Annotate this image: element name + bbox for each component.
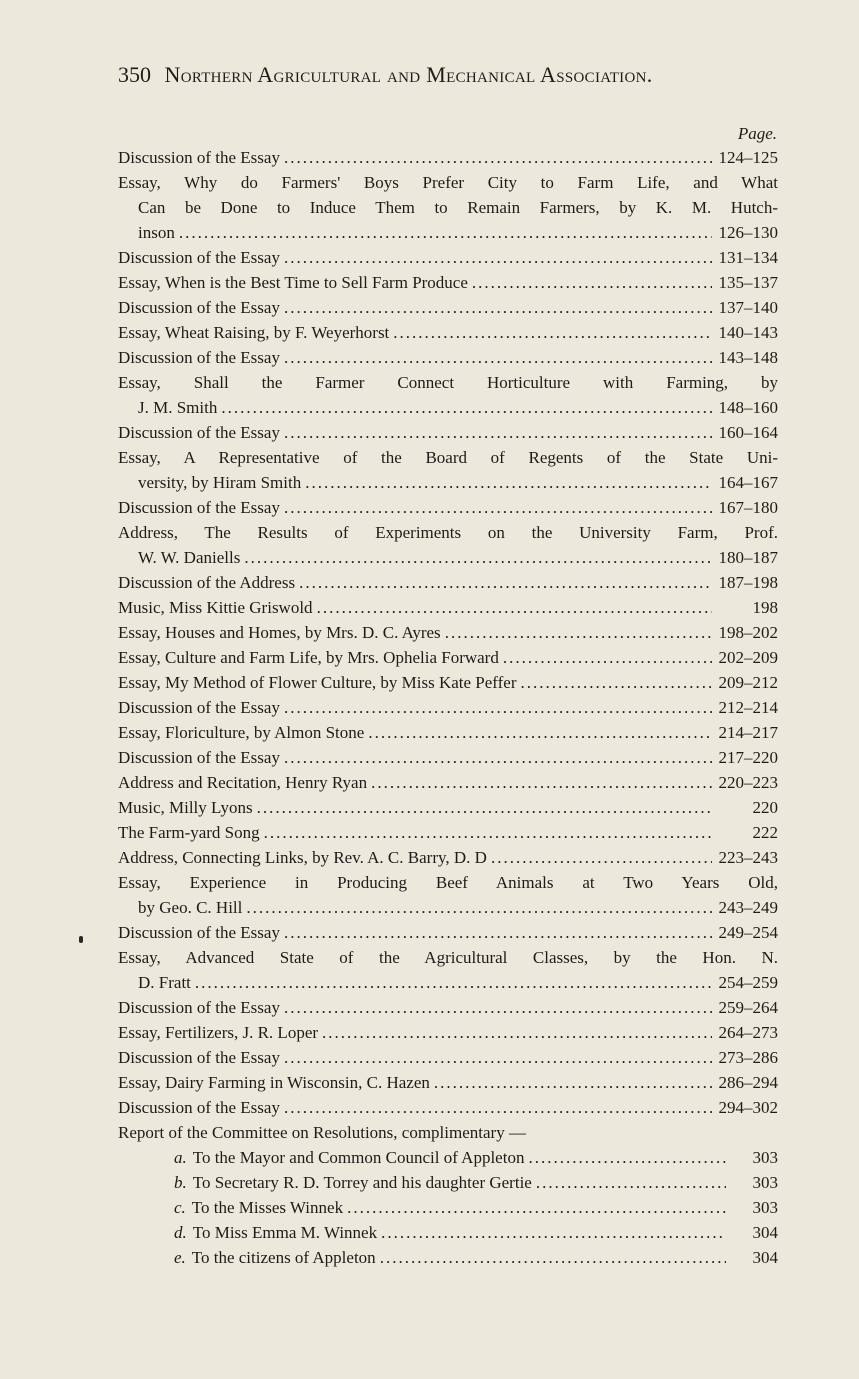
dot-leader bbox=[521, 670, 712, 695]
entry-title: Discussion of the Essay bbox=[118, 1098, 280, 1117]
item-page: 303 bbox=[752, 1173, 778, 1192]
dot-leader bbox=[284, 295, 712, 320]
dot-leader bbox=[179, 220, 712, 245]
toc-item bbox=[118, 1045, 778, 1070]
dot-leader bbox=[195, 970, 712, 995]
entry-page: 202–209 bbox=[718, 648, 778, 667]
toc-entry bbox=[118, 795, 778, 820]
running-header bbox=[118, 62, 653, 88]
entry-page: 259–264 bbox=[718, 998, 778, 1017]
entry-title: D. Fratt bbox=[138, 973, 191, 992]
entry-page: 220–223 bbox=[718, 773, 778, 792]
toc-entry bbox=[118, 420, 778, 445]
entry-page: 223–243 bbox=[718, 848, 778, 867]
toc-item bbox=[118, 420, 778, 445]
entry-text-line: Essay, Why do Farmers' Boys Prefer City to Farm Life, and What bbox=[118, 173, 778, 192]
table-of-contents bbox=[118, 145, 778, 1270]
item-letter: c. bbox=[174, 1198, 186, 1217]
item-letter: a. bbox=[174, 1148, 187, 1167]
entry-title: Essay, Fertilizers, J. R. Loper bbox=[118, 1023, 319, 1042]
dot-leader bbox=[305, 470, 712, 495]
entry-title: Discussion of the Essay bbox=[118, 748, 280, 767]
toc-item bbox=[118, 670, 778, 695]
toc-item bbox=[118, 695, 778, 720]
entry-title: Essay, Houses and Homes, by Mrs. D. C. Ayres bbox=[118, 623, 441, 642]
dot-leader bbox=[284, 995, 712, 1020]
entry-page: 160–164 bbox=[718, 423, 778, 442]
entry-page: 249–254 bbox=[718, 923, 778, 942]
entry-page: 126–130 bbox=[718, 223, 778, 242]
entry-title: Music, Milly Lyons bbox=[118, 798, 253, 817]
entry-title: Essay, Culture and Farm Life, by Mrs. Ophelia Forward bbox=[118, 648, 499, 667]
toc-item bbox=[118, 495, 778, 520]
entry-page: 254–259 bbox=[718, 973, 778, 992]
toc-item bbox=[118, 870, 778, 920]
entry-page: 222 bbox=[752, 823, 778, 842]
toc-entry bbox=[118, 670, 778, 695]
item-title: To the Mayor and Common Council of Appleton bbox=[192, 1148, 525, 1167]
item-page: 304 bbox=[752, 1248, 778, 1267]
entry-title: Discussion of the Essay bbox=[118, 498, 280, 517]
entry-page: 243–249 bbox=[718, 898, 778, 917]
toc-item bbox=[118, 595, 778, 620]
toc-item bbox=[118, 345, 778, 370]
entry-page: 198 bbox=[752, 598, 778, 617]
entry-title: The Farm-yard Song bbox=[118, 823, 260, 842]
entry-page: 212–214 bbox=[718, 698, 778, 717]
dot-leader bbox=[528, 1145, 726, 1170]
entry-title: Essay, Wheat Raising, by F. Weyerhorst bbox=[118, 323, 390, 342]
entry-page: 124–125 bbox=[718, 148, 778, 167]
toc-entry bbox=[118, 220, 778, 245]
entry-title: Discussion of the Essay bbox=[118, 248, 280, 267]
toc-item bbox=[118, 770, 778, 795]
toc-item bbox=[118, 620, 778, 645]
toc-item bbox=[118, 445, 778, 495]
entry-title: Discussion of the Essay bbox=[118, 1048, 280, 1067]
report-item bbox=[118, 1170, 778, 1195]
item-page: 304 bbox=[752, 1223, 778, 1242]
toc-item bbox=[118, 795, 778, 820]
entry-page: 209–212 bbox=[718, 673, 778, 692]
toc-item bbox=[118, 845, 778, 870]
toc-entry bbox=[118, 820, 778, 845]
entry-text-line: Essay, A Representative of the Board of Regents of the State Uni- bbox=[118, 448, 778, 467]
entry-title: versity, by Hiram Smith bbox=[138, 473, 302, 492]
dot-leader bbox=[257, 795, 712, 820]
dot-leader bbox=[284, 920, 712, 945]
entry-text-line: Can be Done to Induce Them to Remain Farmers, by K. M. Hutch- bbox=[138, 198, 778, 217]
dot-leader bbox=[380, 1245, 726, 1270]
toc-item bbox=[118, 295, 778, 320]
toc-entry bbox=[118, 745, 778, 770]
entry-title: Discussion of the Essay bbox=[118, 348, 280, 367]
entry-page: 140–143 bbox=[718, 323, 778, 342]
entry-title: Discussion of the Essay bbox=[118, 298, 280, 317]
running-title: Northern Agricultural and Mechanical Association. bbox=[164, 62, 653, 87]
dot-leader bbox=[491, 845, 712, 870]
toc-item bbox=[118, 995, 778, 1020]
dot-leader bbox=[284, 1095, 712, 1120]
toc-entry bbox=[118, 570, 778, 595]
dot-leader bbox=[381, 1220, 726, 1245]
entry-text-line: Essay, Experience in Producing Beef Animals at Two Years Old, bbox=[118, 873, 778, 892]
entry-page: 131–134 bbox=[718, 248, 778, 267]
entry-title: Essay, Dairy Farming in Wisconsin, C. Hazen bbox=[118, 1073, 430, 1092]
entry-title: Discussion of the Essay bbox=[118, 698, 280, 717]
item-title: To Miss Emma M. Winnek bbox=[192, 1223, 378, 1242]
report-item bbox=[118, 1245, 778, 1270]
toc-entry bbox=[118, 495, 778, 520]
dot-leader bbox=[368, 720, 712, 745]
entry-page: 164–167 bbox=[718, 473, 778, 492]
entry-page: 167–180 bbox=[718, 498, 778, 517]
toc-entry bbox=[118, 1095, 778, 1120]
entry-page: 180–187 bbox=[718, 548, 778, 567]
entry-page: 198–202 bbox=[718, 623, 778, 642]
toc-item bbox=[118, 245, 778, 270]
entry-title: Discussion of the Essay bbox=[118, 923, 280, 942]
toc-item bbox=[118, 920, 778, 945]
page-column-label: Page. bbox=[737, 124, 777, 143]
toc-entry bbox=[118, 145, 778, 170]
dot-leader bbox=[284, 345, 712, 370]
dot-leader bbox=[472, 270, 712, 295]
toc-entry bbox=[118, 245, 778, 270]
ink-mark bbox=[79, 936, 83, 943]
toc-entry bbox=[118, 895, 778, 920]
toc-entry bbox=[118, 695, 778, 720]
entry-page: 273–286 bbox=[718, 1048, 778, 1067]
entry-page: 135–137 bbox=[718, 273, 778, 292]
dot-leader bbox=[536, 1170, 726, 1195]
toc-entry bbox=[118, 1020, 778, 1045]
entry-page: 148–160 bbox=[718, 398, 778, 417]
toc-entry bbox=[118, 770, 778, 795]
dot-leader bbox=[284, 245, 712, 270]
dot-leader bbox=[434, 1070, 712, 1095]
toc-entry bbox=[118, 320, 778, 345]
entry-page: 137–140 bbox=[718, 298, 778, 317]
entry-title: J. M. Smith bbox=[138, 398, 218, 417]
dot-leader bbox=[503, 645, 712, 670]
item-letter: b. bbox=[174, 1173, 187, 1192]
toc-entry bbox=[118, 1045, 778, 1070]
item-page: 303 bbox=[752, 1148, 778, 1167]
toc-item bbox=[118, 720, 778, 745]
toc-entry bbox=[118, 845, 778, 870]
report-item bbox=[118, 1195, 778, 1220]
item-page: 303 bbox=[752, 1198, 778, 1217]
dot-leader bbox=[347, 1195, 726, 1220]
toc-item bbox=[118, 1095, 778, 1120]
toc-entry bbox=[118, 920, 778, 945]
entry-page: 294–302 bbox=[718, 1098, 778, 1117]
entry-page: 217–220 bbox=[718, 748, 778, 767]
dot-leader bbox=[322, 1020, 712, 1045]
toc-entry bbox=[118, 620, 778, 645]
toc-item bbox=[118, 820, 778, 845]
toc-entry bbox=[118, 395, 778, 420]
toc-entry bbox=[118, 270, 778, 295]
entry-page: 286–294 bbox=[718, 1073, 778, 1092]
entry-page: 143–148 bbox=[718, 348, 778, 367]
dot-leader bbox=[246, 895, 712, 920]
toc-entries bbox=[118, 145, 778, 1120]
entry-text-line: Essay, Shall the Farmer Connect Horticulture with Farming, by bbox=[118, 373, 778, 392]
dot-leader bbox=[221, 395, 712, 420]
dot-leader bbox=[284, 145, 712, 170]
item-title: To the Misses Winnek bbox=[191, 1198, 344, 1217]
toc-entry bbox=[118, 995, 778, 1020]
item-title: To Secretary R. D. Torrey and his daughter Gertie bbox=[192, 1173, 532, 1192]
entry-title: Discussion of the Essay bbox=[118, 998, 280, 1017]
report-heading: Report of the Committee on Resolutions, complimentary — bbox=[118, 1123, 526, 1142]
dot-leader bbox=[393, 320, 712, 345]
dot-leader bbox=[264, 820, 712, 845]
entry-page: 220 bbox=[752, 798, 778, 817]
entry-title: Essay, My Method of Flower Culture, by Miss Kate Peffer bbox=[118, 673, 517, 692]
entry-title: Essay, When is the Best Time to Sell Farm Produce bbox=[118, 273, 468, 292]
toc-entry bbox=[118, 1070, 778, 1095]
entry-title: Address and Recitation, Henry Ryan bbox=[118, 773, 368, 792]
entry-title: Essay, Floriculture, by Almon Stone bbox=[118, 723, 365, 742]
toc-entry bbox=[118, 720, 778, 745]
toc-item bbox=[118, 145, 778, 170]
report-item bbox=[118, 1220, 778, 1245]
toc-item bbox=[118, 1020, 778, 1045]
toc-item bbox=[118, 945, 778, 995]
report-item bbox=[118, 1145, 778, 1170]
entry-page: 187–198 bbox=[718, 573, 778, 592]
entry-text-line: Address, The Results of Experiments on the University Farm, Prof. bbox=[118, 523, 778, 542]
dot-leader bbox=[284, 695, 712, 720]
toc-item bbox=[118, 370, 778, 420]
dot-leader bbox=[284, 745, 712, 770]
entry-title: by Geo. C. Hill bbox=[138, 898, 243, 917]
entry-title: Music, Miss Kittie Griswold bbox=[118, 598, 313, 617]
item-letter: d. bbox=[174, 1223, 187, 1242]
entry-title: W. W. Daniells bbox=[138, 548, 241, 567]
toc-item bbox=[118, 570, 778, 595]
toc-item bbox=[118, 745, 778, 770]
toc-item bbox=[118, 320, 778, 345]
toc-entry bbox=[118, 970, 778, 995]
entry-title: Discussion of the Address bbox=[118, 573, 296, 592]
entry-title: Discussion of the Essay bbox=[118, 423, 280, 442]
entry-title: Discussion of the Essay bbox=[118, 148, 280, 167]
toc-item bbox=[118, 520, 778, 570]
toc-item bbox=[118, 170, 778, 245]
dot-leader bbox=[284, 495, 712, 520]
toc-entry bbox=[118, 595, 778, 620]
dot-leader bbox=[299, 570, 712, 595]
dot-leader bbox=[371, 770, 712, 795]
toc-entry bbox=[118, 470, 778, 495]
dot-leader bbox=[445, 620, 712, 645]
item-title: To the citizens of Appleton bbox=[191, 1248, 376, 1267]
dot-leader bbox=[284, 1045, 712, 1070]
toc-item bbox=[118, 270, 778, 295]
dot-leader bbox=[317, 595, 712, 620]
entry-title: Address, Connecting Links, by Rev. A. C. Barry, D. D bbox=[118, 848, 487, 867]
dot-leader bbox=[244, 545, 712, 570]
toc-entry bbox=[118, 345, 778, 370]
report-items bbox=[118, 1145, 778, 1270]
dot-leader bbox=[284, 420, 712, 445]
toc-entry bbox=[118, 295, 778, 320]
item-letter: e. bbox=[174, 1248, 186, 1267]
page-number: 350 bbox=[118, 62, 151, 87]
entry-page: 214–217 bbox=[718, 723, 778, 742]
toc-entry bbox=[118, 645, 778, 670]
toc-item bbox=[118, 645, 778, 670]
entry-page: 264–273 bbox=[718, 1023, 778, 1042]
toc-item bbox=[118, 1070, 778, 1095]
entry-title: inson bbox=[138, 223, 175, 242]
entry-text-line: Essay, Advanced State of the Agricultural Classes, by the Hon. N. bbox=[118, 948, 778, 967]
toc-entry bbox=[118, 545, 778, 570]
